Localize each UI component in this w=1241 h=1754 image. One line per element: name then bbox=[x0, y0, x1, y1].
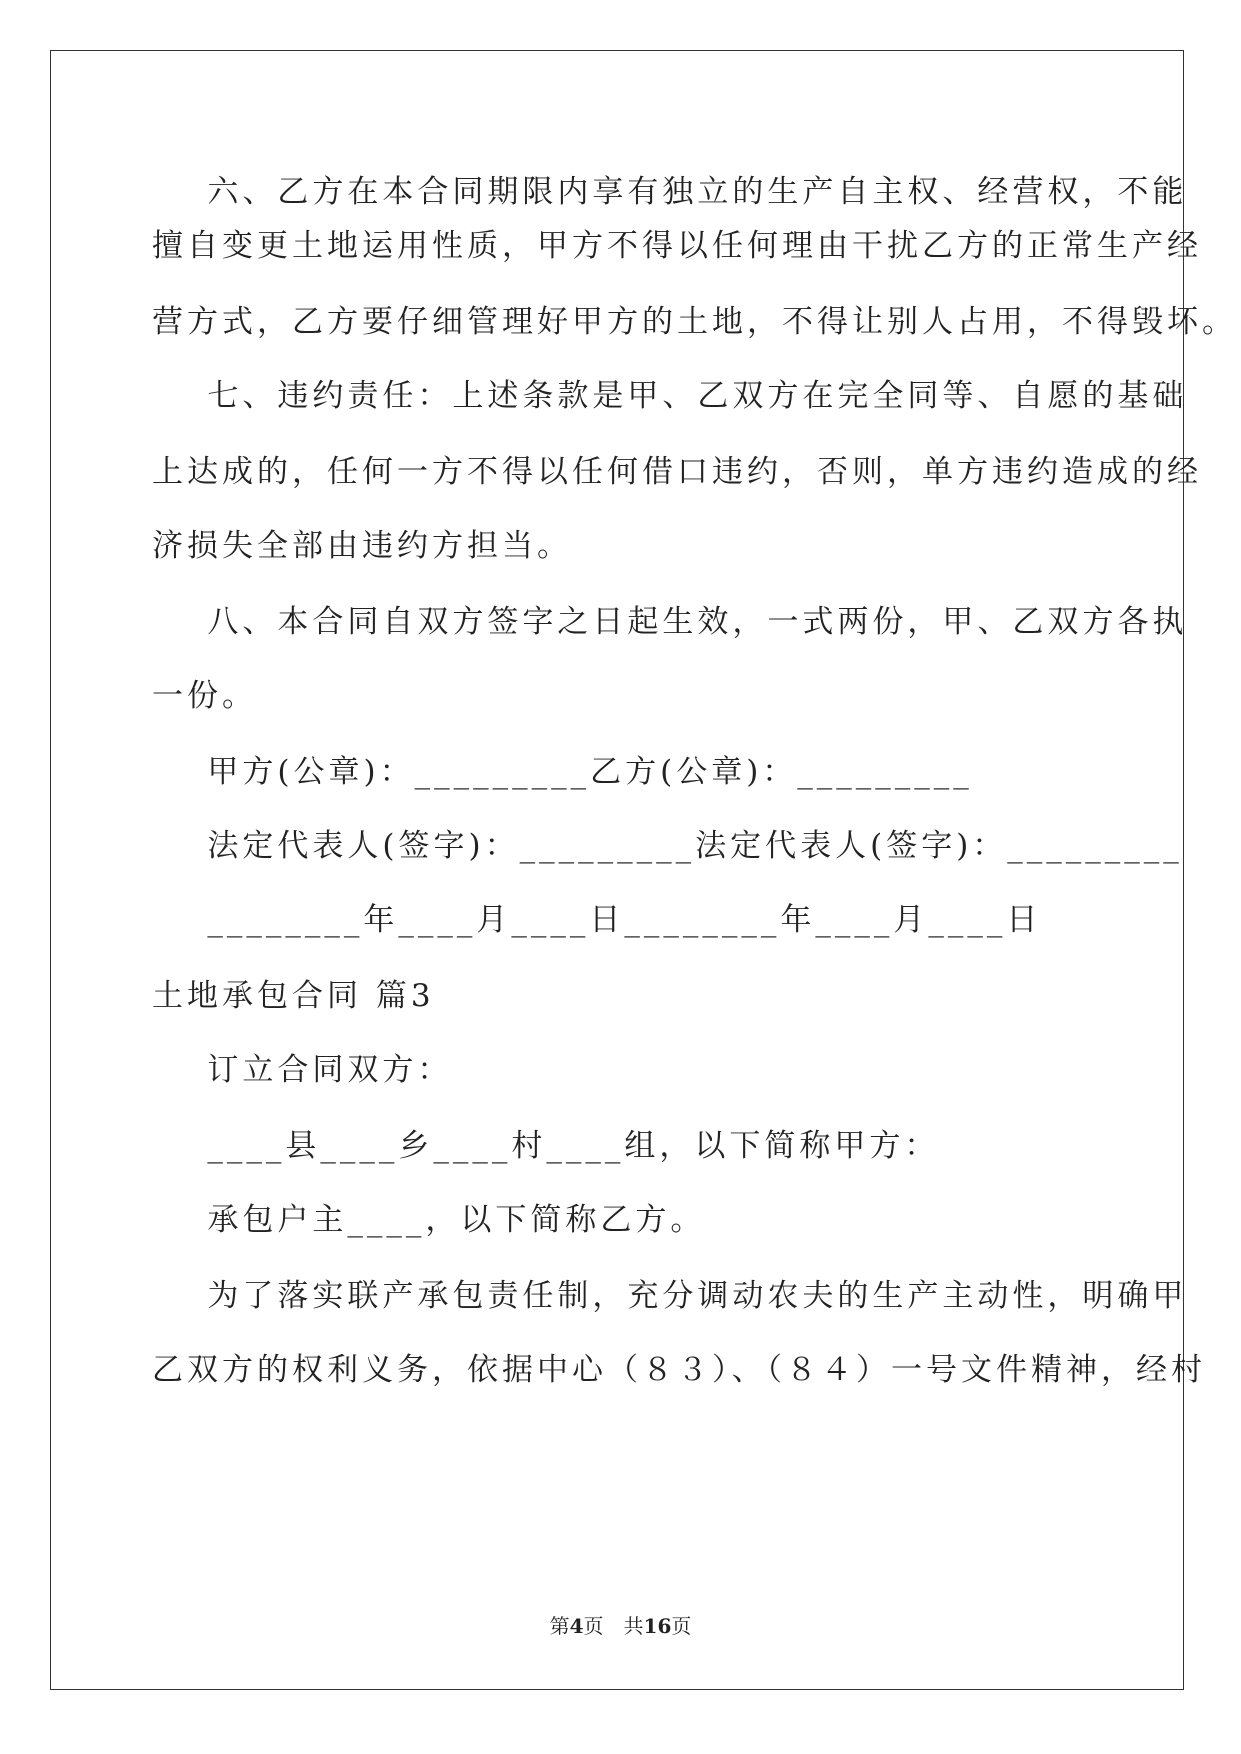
total-page-number: 16 bbox=[643, 1614, 672, 1638]
text-line: 六、乙方在本合同期限内享有独立的生产自主权、经营权，不能 bbox=[152, 174, 1188, 210]
text-line: 订立合同双方： bbox=[152, 1052, 453, 1088]
text-line: 营方式，乙方要仔细管理好甲方的土地，不得让别人占用，不得毁坏。 bbox=[152, 304, 1237, 340]
page-footer bbox=[0, 1610, 1241, 1639]
signature-line-representative: 法定代表人(签字)：_________法定代表人(签字)：_________ bbox=[152, 828, 1183, 864]
text-line: ____县____乡____村____组，以下简称甲方： bbox=[152, 1128, 940, 1164]
section-heading: 土地承包合同 篇3 bbox=[152, 978, 435, 1014]
text-line: 济损失全部由违约方担当。 bbox=[152, 528, 572, 564]
text-line: 八、本合同自双方签字之日起生效，一式两份，甲、乙双方各执 bbox=[152, 604, 1188, 640]
text-line: 七、违约责任：上述条款是甲、乙双方在完全同等、自愿的基础 bbox=[152, 378, 1188, 414]
text-line: 承包户主____，以下简称乙方。 bbox=[152, 1202, 706, 1238]
page-frame bbox=[50, 50, 1184, 1690]
footer-prefix: 第 bbox=[549, 1614, 570, 1638]
text-line: 一份。 bbox=[152, 678, 257, 714]
text-line: 为了落实联产承包责任制，充分调动农夫的生产主动性，明确甲 bbox=[152, 1278, 1188, 1314]
footer-mid: 页 共 bbox=[583, 1614, 644, 1638]
text-line: 擅自变更土地运用性质，甲方不得以任何理由干扰乙方的正常生产经 bbox=[152, 228, 1202, 264]
signature-line-seal: 甲方(公章)：_________乙方(公章)：_________ bbox=[152, 754, 973, 790]
footer-suffix: 页 bbox=[671, 1614, 692, 1638]
current-page-number: 4 bbox=[569, 1614, 584, 1638]
text-line: 乙双方的权利义务，依据中心（８３）、（８４）一号文件精神，经村 bbox=[152, 1352, 1206, 1388]
text-line: 上达成的，任何一方不得以任何借口违约，否则，单方违约造成的经 bbox=[152, 454, 1202, 490]
signature-line-date: ________年____月____日________年____月____日 bbox=[152, 902, 1042, 938]
